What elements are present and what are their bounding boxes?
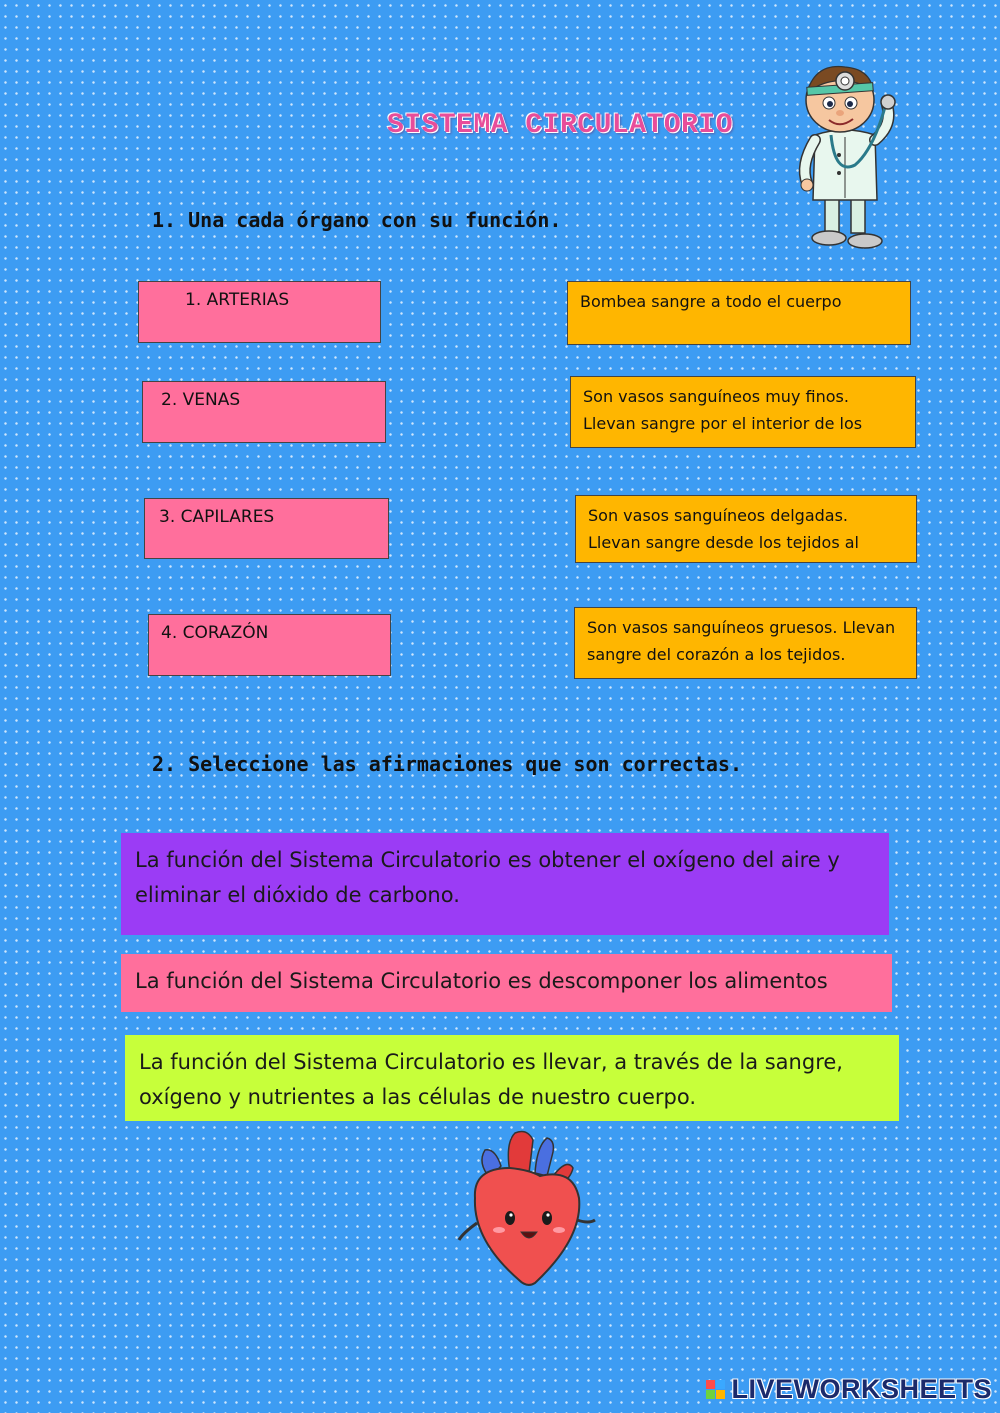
function-text-line: Llevan sangre por el interior de los xyxy=(583,414,863,433)
section2-heading: 2. Seleccione las afirmaciones que son correctas. xyxy=(152,752,743,776)
statement-text-line: La función del Sistema Circulatorio es obtener el oxígeno del aire y xyxy=(135,848,840,872)
function-box-1[interactable] xyxy=(567,281,911,345)
liveworksheets-logo-icon xyxy=(706,1380,725,1399)
organ-box-capilares[interactable]: 3. CAPILARES xyxy=(144,498,389,559)
statement-option-1[interactable] xyxy=(121,833,889,935)
function-text-line: Llevan sangre desde los tejidos al xyxy=(588,533,859,552)
statement-option-2[interactable] xyxy=(121,954,892,1012)
organ-box-venas[interactable]: 2. VENAS xyxy=(142,381,386,443)
function-text-line: Bombea sangre a todo el cuerpo xyxy=(580,292,842,311)
function-box-3[interactable] xyxy=(575,495,917,563)
page-title: SISTEMA CIRCULATORIO xyxy=(386,110,734,141)
function-box-2[interactable] xyxy=(570,376,916,448)
organ-box-corazon[interactable]: 4. CORAZÓN xyxy=(148,614,391,676)
heart-illustration xyxy=(455,1128,600,1293)
statement-text-line: oxígeno y nutrientes a las células de nuestro cuerpo. xyxy=(139,1085,696,1109)
function-text-line: sangre del corazón a los tejidos. xyxy=(587,645,846,664)
function-text-line: Son vasos sanguíneos muy finos. xyxy=(583,387,849,406)
function-text-line: Son vasos sanguíneos gruesos. Llevan xyxy=(587,618,896,637)
statement-option-3[interactable] xyxy=(125,1035,899,1121)
liveworksheets-watermark xyxy=(706,1374,992,1405)
doctor-illustration xyxy=(785,55,910,255)
statement-text-line: eliminar el dióxido de carbono. xyxy=(135,883,460,907)
statement-text-line: La función del Sistema Circulatorio es descomponer los alimentos xyxy=(135,969,828,993)
section1-heading: 1. Una cada órgano con su función. xyxy=(152,208,562,232)
function-text-line: Son vasos sanguíneos delgadas. xyxy=(588,506,848,525)
organ-box-arterias[interactable]: 1. ARTERIAS xyxy=(138,281,381,343)
statement-text-line: La función del Sistema Circulatorio es llevar, a través de la sangre, xyxy=(139,1050,843,1074)
function-box-4[interactable] xyxy=(574,607,917,679)
watermark-text: LIVEWORKSHEETS xyxy=(731,1374,992,1404)
